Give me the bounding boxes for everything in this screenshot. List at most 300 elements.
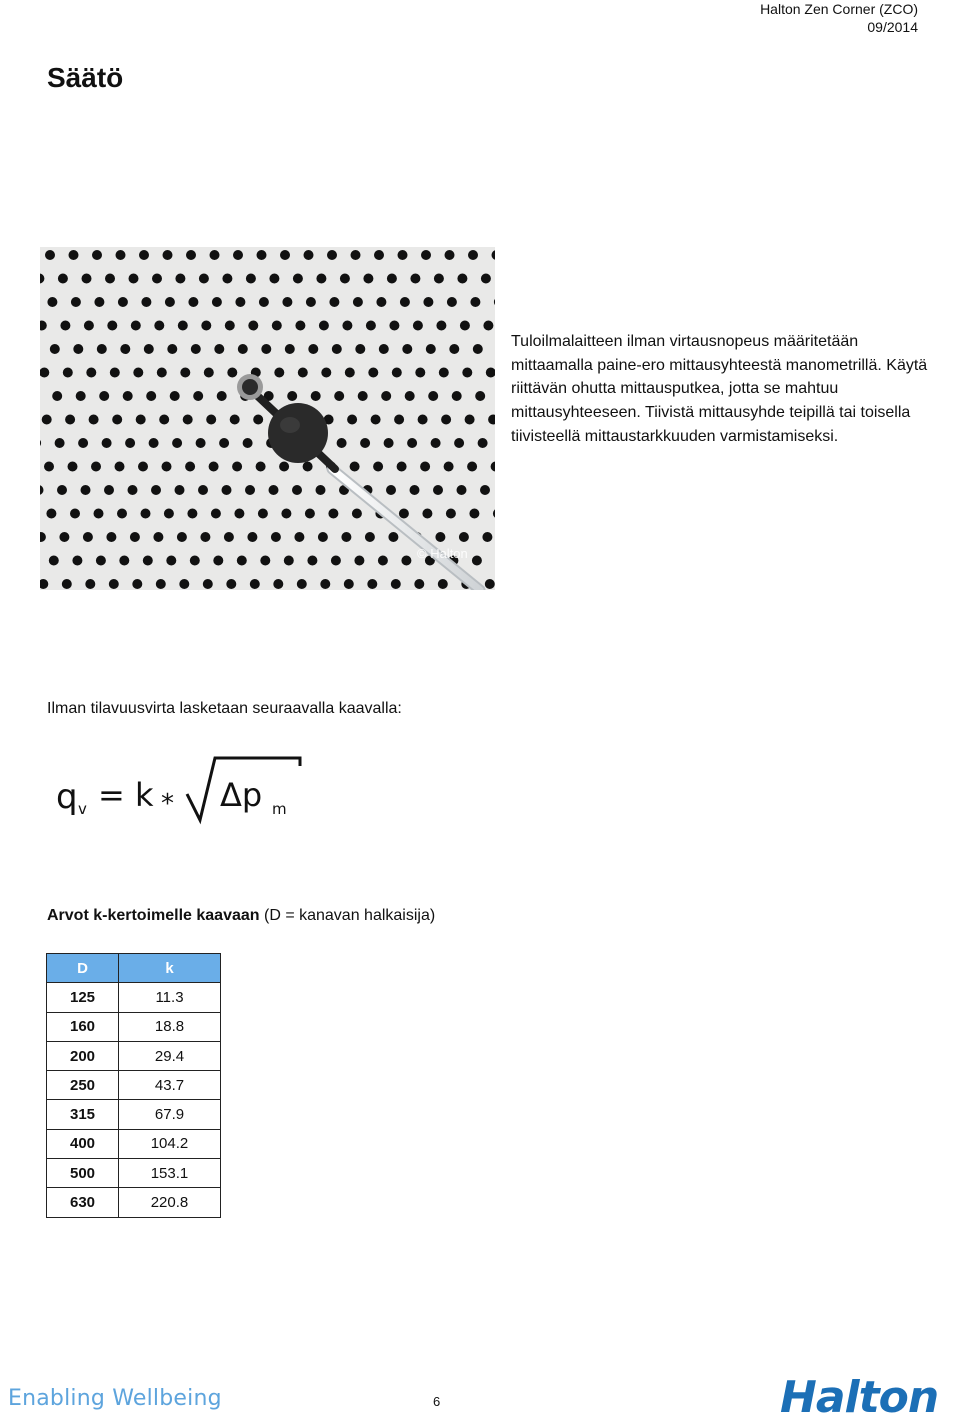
perforation-dot bbox=[303, 462, 313, 472]
perforation-dot bbox=[230, 415, 240, 425]
perforation-dot bbox=[144, 344, 154, 354]
perforation-dot bbox=[210, 250, 220, 260]
cell-k: 67.9 bbox=[119, 1100, 221, 1129]
cell-d: 160 bbox=[47, 1012, 119, 1041]
k-factor-heading bbox=[47, 905, 435, 927]
perforation-dot bbox=[454, 438, 464, 448]
perforation-dot bbox=[282, 297, 292, 307]
perforation-dot bbox=[57, 485, 67, 495]
perforation-dot bbox=[483, 321, 493, 331]
perforation-dot bbox=[368, 368, 378, 378]
perforation-dot bbox=[401, 556, 411, 566]
perforation-dot bbox=[106, 532, 116, 542]
perforation-dot bbox=[352, 509, 362, 519]
perforation-dot bbox=[237, 556, 247, 566]
perforation-dot bbox=[201, 321, 211, 331]
table-row bbox=[47, 983, 221, 1012]
perforation-dot bbox=[151, 485, 161, 495]
perforation-dot bbox=[187, 509, 197, 519]
perforation-dot bbox=[293, 274, 303, 284]
perforation-dot bbox=[76, 391, 86, 401]
cell-k: 153.1 bbox=[119, 1159, 221, 1188]
perforation-dot bbox=[316, 485, 326, 495]
perforation-dot bbox=[71, 297, 81, 307]
perforation-dot bbox=[96, 556, 106, 566]
perforation-dot bbox=[222, 485, 232, 495]
photo-watermark: © Halton bbox=[417, 546, 468, 561]
cell-k: 220.8 bbox=[119, 1188, 221, 1217]
perforation-dot bbox=[354, 556, 364, 566]
perforation-dot bbox=[112, 415, 122, 425]
perforation-dot bbox=[217, 391, 227, 401]
perforation-dot bbox=[59, 532, 69, 542]
column-header-k: k bbox=[119, 954, 221, 983]
perforation-dot bbox=[152, 274, 162, 284]
perforation-dot bbox=[132, 579, 142, 589]
perforation-dot bbox=[353, 297, 363, 307]
product-name: Halton Zen Corner (ZCO) bbox=[760, 1, 918, 17]
perforation-dot bbox=[269, 485, 279, 495]
perforation-dot bbox=[327, 250, 337, 260]
perforation-dot bbox=[183, 415, 193, 425]
perforation-dot bbox=[65, 415, 75, 425]
cell-d: 500 bbox=[47, 1159, 119, 1188]
perforation-dot bbox=[280, 250, 290, 260]
perforation-dot bbox=[175, 274, 185, 284]
perforation-dot bbox=[397, 462, 407, 472]
perforation-dot bbox=[185, 462, 195, 472]
perforation-dot bbox=[117, 509, 127, 519]
perforation-dot bbox=[73, 344, 83, 354]
perforation-dot bbox=[363, 274, 373, 284]
perforation-dot bbox=[308, 344, 318, 354]
perforation-dot bbox=[423, 297, 433, 307]
perforation-dot bbox=[465, 415, 475, 425]
perforation-dot bbox=[109, 579, 119, 589]
perforation-dot bbox=[400, 297, 410, 307]
perforation-dot bbox=[344, 579, 354, 589]
table-row bbox=[47, 1159, 221, 1188]
perforation-dot bbox=[294, 532, 304, 542]
perforation-dot bbox=[468, 250, 478, 260]
cell-k: 29.4 bbox=[119, 1041, 221, 1070]
perforation-dot bbox=[473, 344, 483, 354]
perforation-dot bbox=[391, 579, 401, 589]
perforation-dot bbox=[304, 250, 314, 260]
document-header bbox=[760, 0, 918, 36]
perforation-dot bbox=[50, 344, 60, 354]
perforation-dot bbox=[398, 250, 408, 260]
perforation-dot bbox=[58, 274, 68, 284]
perforation-dot bbox=[94, 509, 104, 519]
perforation-dot bbox=[328, 509, 338, 519]
perforation-dot bbox=[136, 415, 146, 425]
perforation-dot bbox=[193, 391, 203, 401]
perforation-dot bbox=[394, 415, 404, 425]
cell-d: 200 bbox=[47, 1041, 119, 1070]
cell-d: 250 bbox=[47, 1071, 119, 1100]
cell-d: 630 bbox=[47, 1188, 119, 1217]
perforation-dot bbox=[261, 344, 271, 354]
perforation-dot bbox=[156, 579, 166, 589]
perforation-dot bbox=[422, 509, 432, 519]
perforation-dot bbox=[257, 250, 267, 260]
perforation-dot bbox=[243, 438, 253, 448]
perforation-dot bbox=[318, 532, 328, 542]
perforation-dot bbox=[340, 274, 350, 284]
perforation-dot bbox=[203, 579, 213, 589]
perforation-dot bbox=[332, 344, 342, 354]
cell-d: 400 bbox=[47, 1129, 119, 1158]
perforation-dot bbox=[371, 415, 381, 425]
perforation-dot bbox=[421, 250, 431, 260]
perforation-dot bbox=[104, 485, 114, 495]
cell-k: 104.2 bbox=[119, 1129, 221, 1158]
perforation-dot bbox=[355, 344, 365, 354]
perforation-dot bbox=[129, 274, 139, 284]
perforation-dot bbox=[248, 321, 258, 331]
perforation-dot bbox=[418, 415, 428, 425]
perforation-dot bbox=[225, 321, 235, 331]
perforation-dot bbox=[211, 509, 221, 519]
table-row bbox=[47, 1129, 221, 1158]
perforation-dot bbox=[387, 274, 397, 284]
perforation-dot bbox=[222, 274, 232, 284]
perforation-dot bbox=[46, 509, 56, 519]
formula-intro: Ilman tilavuusvirta lasketaan seuraavalla kaavalla: bbox=[47, 700, 402, 717]
perforation-dot bbox=[306, 297, 316, 307]
perforation-dot bbox=[153, 532, 163, 542]
page-title: Säätö bbox=[47, 62, 124, 93]
perforation-dot bbox=[238, 344, 248, 354]
perforation-dot bbox=[434, 274, 444, 284]
perforation-dot bbox=[198, 485, 208, 495]
formula-q: q bbox=[56, 777, 78, 817]
perforation-dot bbox=[206, 415, 216, 425]
perforation-dot bbox=[311, 391, 321, 401]
perforation-dot bbox=[234, 509, 244, 519]
perforation-dot bbox=[319, 321, 329, 331]
measurement-photo bbox=[40, 247, 495, 590]
perforation-dot bbox=[179, 579, 189, 589]
perforation-dot bbox=[246, 274, 256, 284]
perforation-dot bbox=[62, 579, 72, 589]
perforation-dot bbox=[78, 438, 88, 448]
column-header-d: D bbox=[47, 954, 119, 983]
perforation-dot bbox=[92, 250, 102, 260]
perforation-dot bbox=[188, 297, 198, 307]
perforation-dot bbox=[334, 391, 344, 401]
perforation-dot bbox=[190, 556, 200, 566]
perforation-dot bbox=[469, 509, 479, 519]
perforation-dot bbox=[191, 344, 201, 354]
perforation-dot bbox=[118, 297, 128, 307]
perforation-dot bbox=[392, 368, 402, 378]
perforation-dot bbox=[378, 556, 388, 566]
cell-k: 11.3 bbox=[119, 983, 221, 1012]
perforation-dot bbox=[199, 274, 209, 284]
perforation-dot bbox=[345, 368, 355, 378]
perforation-dot bbox=[459, 532, 469, 542]
perforation-dot bbox=[175, 485, 185, 495]
perforation-dot bbox=[420, 462, 430, 472]
perforation-dot bbox=[431, 438, 441, 448]
perforation-dot bbox=[482, 532, 492, 542]
perforation-dot bbox=[116, 250, 126, 260]
perforation-dot bbox=[376, 297, 386, 307]
perforation-dot bbox=[472, 556, 482, 566]
perforation-dot bbox=[320, 579, 330, 589]
perforation-dot bbox=[162, 462, 172, 472]
perforation-dot bbox=[45, 250, 55, 260]
perforation-dot bbox=[305, 509, 315, 519]
perforation-dot bbox=[89, 415, 99, 425]
perforation-dot bbox=[285, 344, 295, 354]
perforation-dot bbox=[271, 532, 281, 542]
perforation-dot bbox=[256, 462, 266, 472]
perforation-dot bbox=[214, 344, 224, 354]
table-row bbox=[47, 1188, 221, 1217]
perforation-dot bbox=[445, 250, 455, 260]
perforation-dot bbox=[435, 532, 445, 542]
perforation-dot bbox=[342, 321, 352, 331]
perforation-dot bbox=[253, 415, 263, 425]
perforation-dot bbox=[159, 415, 169, 425]
perforation-dot bbox=[63, 368, 73, 378]
k-heading-note: (D = kanavan halkaisija) bbox=[259, 907, 436, 924]
perforation-dot bbox=[414, 579, 424, 589]
perforation-dot bbox=[250, 579, 260, 589]
perforation-dot bbox=[274, 368, 284, 378]
perforation-dot bbox=[81, 485, 91, 495]
cell-k: 18.8 bbox=[119, 1012, 221, 1041]
perforation-dot bbox=[170, 391, 180, 401]
perforation-dot bbox=[219, 438, 229, 448]
table-row bbox=[47, 1100, 221, 1129]
perforation-dot bbox=[102, 438, 112, 448]
perforation-dot bbox=[337, 438, 347, 448]
perforation-dot bbox=[120, 344, 130, 354]
perforation-dot bbox=[177, 532, 187, 542]
perforation-dot bbox=[374, 250, 384, 260]
perforation-dot bbox=[125, 438, 135, 448]
perforation-dot bbox=[68, 462, 78, 472]
cell-d: 315 bbox=[47, 1100, 119, 1129]
perforation-dot bbox=[284, 556, 294, 566]
logo-wordmark: Halton bbox=[780, 1372, 939, 1418]
perforation-dot bbox=[410, 485, 420, 495]
perforation-dot bbox=[180, 368, 190, 378]
perforation-dot bbox=[52, 391, 62, 401]
perforation-dot bbox=[47, 297, 57, 307]
perforation-dot bbox=[258, 509, 268, 519]
formula-p-subscript: m bbox=[272, 800, 287, 818]
perforation-dot bbox=[467, 462, 477, 472]
perforation-dot bbox=[415, 368, 425, 378]
perforation-dot bbox=[247, 532, 257, 542]
perforation-dot bbox=[321, 368, 331, 378]
perforation-dot bbox=[260, 556, 270, 566]
perforation-dot bbox=[86, 368, 96, 378]
footer-slogan: Enabling Wellbeing bbox=[8, 1386, 222, 1411]
perforation-dot bbox=[233, 250, 243, 260]
perforation-dot bbox=[60, 321, 70, 331]
perforation-dot bbox=[273, 579, 283, 589]
perforation-dot bbox=[447, 297, 457, 307]
perforation-dot bbox=[295, 321, 305, 331]
perforation-dot bbox=[224, 532, 234, 542]
perforation-dot bbox=[166, 556, 176, 566]
perforation-dot bbox=[196, 438, 206, 448]
perforation-dot bbox=[360, 438, 370, 448]
perforation-dot bbox=[358, 391, 368, 401]
table-row bbox=[47, 1041, 221, 1070]
perforation-dot bbox=[167, 344, 177, 354]
formula-equals-k: = k bbox=[98, 776, 154, 814]
document-date: 09/2014 bbox=[867, 19, 918, 35]
perforation-dot bbox=[235, 297, 245, 307]
perforation-dot bbox=[350, 462, 360, 472]
perforation-dot bbox=[298, 368, 308, 378]
perforation-dot bbox=[157, 368, 167, 378]
perforation-dot bbox=[457, 485, 467, 495]
perforation-dot bbox=[172, 438, 182, 448]
perforation-dot bbox=[212, 297, 222, 307]
perforation-dot bbox=[367, 579, 377, 589]
perforation-dot bbox=[351, 250, 361, 260]
perforation-dot bbox=[83, 532, 93, 542]
perforation-dot bbox=[399, 509, 409, 519]
perforation-dot bbox=[154, 321, 164, 331]
halton-logo bbox=[778, 1370, 958, 1423]
perforation-dot bbox=[139, 250, 149, 260]
perforation-dot bbox=[107, 321, 117, 331]
perforation-dot bbox=[245, 485, 255, 495]
perforation-dot bbox=[331, 556, 341, 566]
perforation-dot bbox=[480, 485, 490, 495]
perforation-dot bbox=[82, 274, 92, 284]
perforation-dot bbox=[204, 368, 214, 378]
perforation-dot bbox=[143, 556, 153, 566]
perforation-dot bbox=[439, 368, 449, 378]
perforation-dot bbox=[446, 509, 456, 519]
intro-paragraph: Tuloilmalaitteen ilman virtausnopeus määritetään mittaamalla paine-ero mittausyhteestä manometrillä. Käytä riittävän ohutta mittausputkea, jotta se mahtuu mittausyhteeseen. Tiivistä mittausyhde teipillä tai toisella tiivisteellä mittaustarkkuuden varmistamiseksi. bbox=[511, 333, 928, 445]
perforation-dot bbox=[316, 274, 326, 284]
perforation-dot bbox=[128, 485, 138, 495]
cell-k: 43.7 bbox=[119, 1071, 221, 1100]
perforation-dot bbox=[388, 532, 398, 542]
perforation-dot bbox=[178, 321, 188, 331]
perforation-dot bbox=[200, 532, 210, 542]
perforation-dot bbox=[110, 368, 120, 378]
perforation-dot bbox=[149, 438, 159, 448]
perforation-dot bbox=[141, 297, 151, 307]
perforated-panel-image bbox=[40, 247, 495, 590]
perforation-dot bbox=[85, 579, 95, 589]
perforation-dot bbox=[130, 532, 140, 542]
perforation-dot bbox=[91, 462, 101, 472]
perforation-dot bbox=[292, 485, 302, 495]
perforation-dot bbox=[475, 391, 485, 401]
perforation-dot bbox=[379, 344, 389, 354]
k-heading-bold: Arvot k-kertoimelle kaavaan bbox=[47, 907, 260, 924]
perforation-dot bbox=[42, 415, 52, 425]
perforation-dot bbox=[232, 462, 242, 472]
formula-delta-p: Δp bbox=[220, 776, 263, 814]
perforation-dot bbox=[384, 438, 394, 448]
perforation-dot bbox=[444, 462, 454, 472]
perforation-dot bbox=[402, 344, 412, 354]
perforation-dot bbox=[341, 532, 351, 542]
perforation-dot bbox=[481, 274, 491, 284]
perforation-dot bbox=[269, 274, 279, 284]
perforation-dot bbox=[381, 391, 391, 401]
perforation-dot bbox=[281, 509, 291, 519]
perforation-dot bbox=[165, 297, 175, 307]
perforation-dot bbox=[373, 462, 383, 472]
volume-flow-formula bbox=[50, 748, 310, 828]
perforation-dot bbox=[407, 438, 417, 448]
perforation-dot bbox=[279, 462, 289, 472]
perforation-dot bbox=[227, 368, 237, 378]
perforation-dot bbox=[70, 509, 80, 519]
perforation-dot bbox=[123, 391, 133, 401]
perforation-dot bbox=[138, 462, 148, 472]
perforation-dot bbox=[146, 391, 156, 401]
perforation-dot bbox=[55, 438, 65, 448]
table-row bbox=[47, 1071, 221, 1100]
perforation-dot bbox=[457, 274, 467, 284]
perforation-dot bbox=[209, 462, 219, 472]
formula-q-subscript: v bbox=[78, 800, 87, 818]
perforation-dot bbox=[438, 579, 448, 589]
perforation-dot bbox=[478, 438, 488, 448]
perforation-dot bbox=[97, 344, 107, 354]
perforation-dot bbox=[99, 391, 109, 401]
perforation-dot bbox=[365, 532, 375, 542]
perforation-dot bbox=[115, 462, 125, 472]
perforation-dot bbox=[297, 579, 307, 589]
cell-d: 125 bbox=[47, 983, 119, 1012]
perforation-dot bbox=[307, 556, 317, 566]
perforation-dot bbox=[347, 415, 357, 425]
perforation-dot bbox=[460, 321, 470, 331]
perforation-dot bbox=[44, 462, 54, 472]
perforation-dot bbox=[452, 391, 462, 401]
perforation-dot bbox=[94, 297, 104, 307]
perforation-dot bbox=[213, 556, 223, 566]
perforation-dot bbox=[386, 485, 396, 495]
perforation-dot bbox=[119, 556, 129, 566]
perforation-dot bbox=[470, 297, 480, 307]
table-row bbox=[47, 1012, 221, 1041]
perforation-dot bbox=[287, 391, 297, 401]
table-header-row bbox=[47, 954, 221, 983]
perforation-dot bbox=[133, 368, 143, 378]
perforation-dot bbox=[259, 297, 269, 307]
perforation-dot bbox=[131, 321, 141, 331]
k-factor-table bbox=[46, 953, 221, 1218]
perforation-dot bbox=[433, 485, 443, 495]
perforation-dot bbox=[49, 556, 59, 566]
perforation-dot bbox=[410, 274, 420, 284]
perforation-dot bbox=[449, 344, 459, 354]
perforation-dot bbox=[84, 321, 94, 331]
perforation-dot bbox=[272, 321, 282, 331]
perforation-dot bbox=[366, 321, 376, 331]
perforation-dot bbox=[72, 556, 82, 566]
perforation-dot bbox=[226, 579, 236, 589]
